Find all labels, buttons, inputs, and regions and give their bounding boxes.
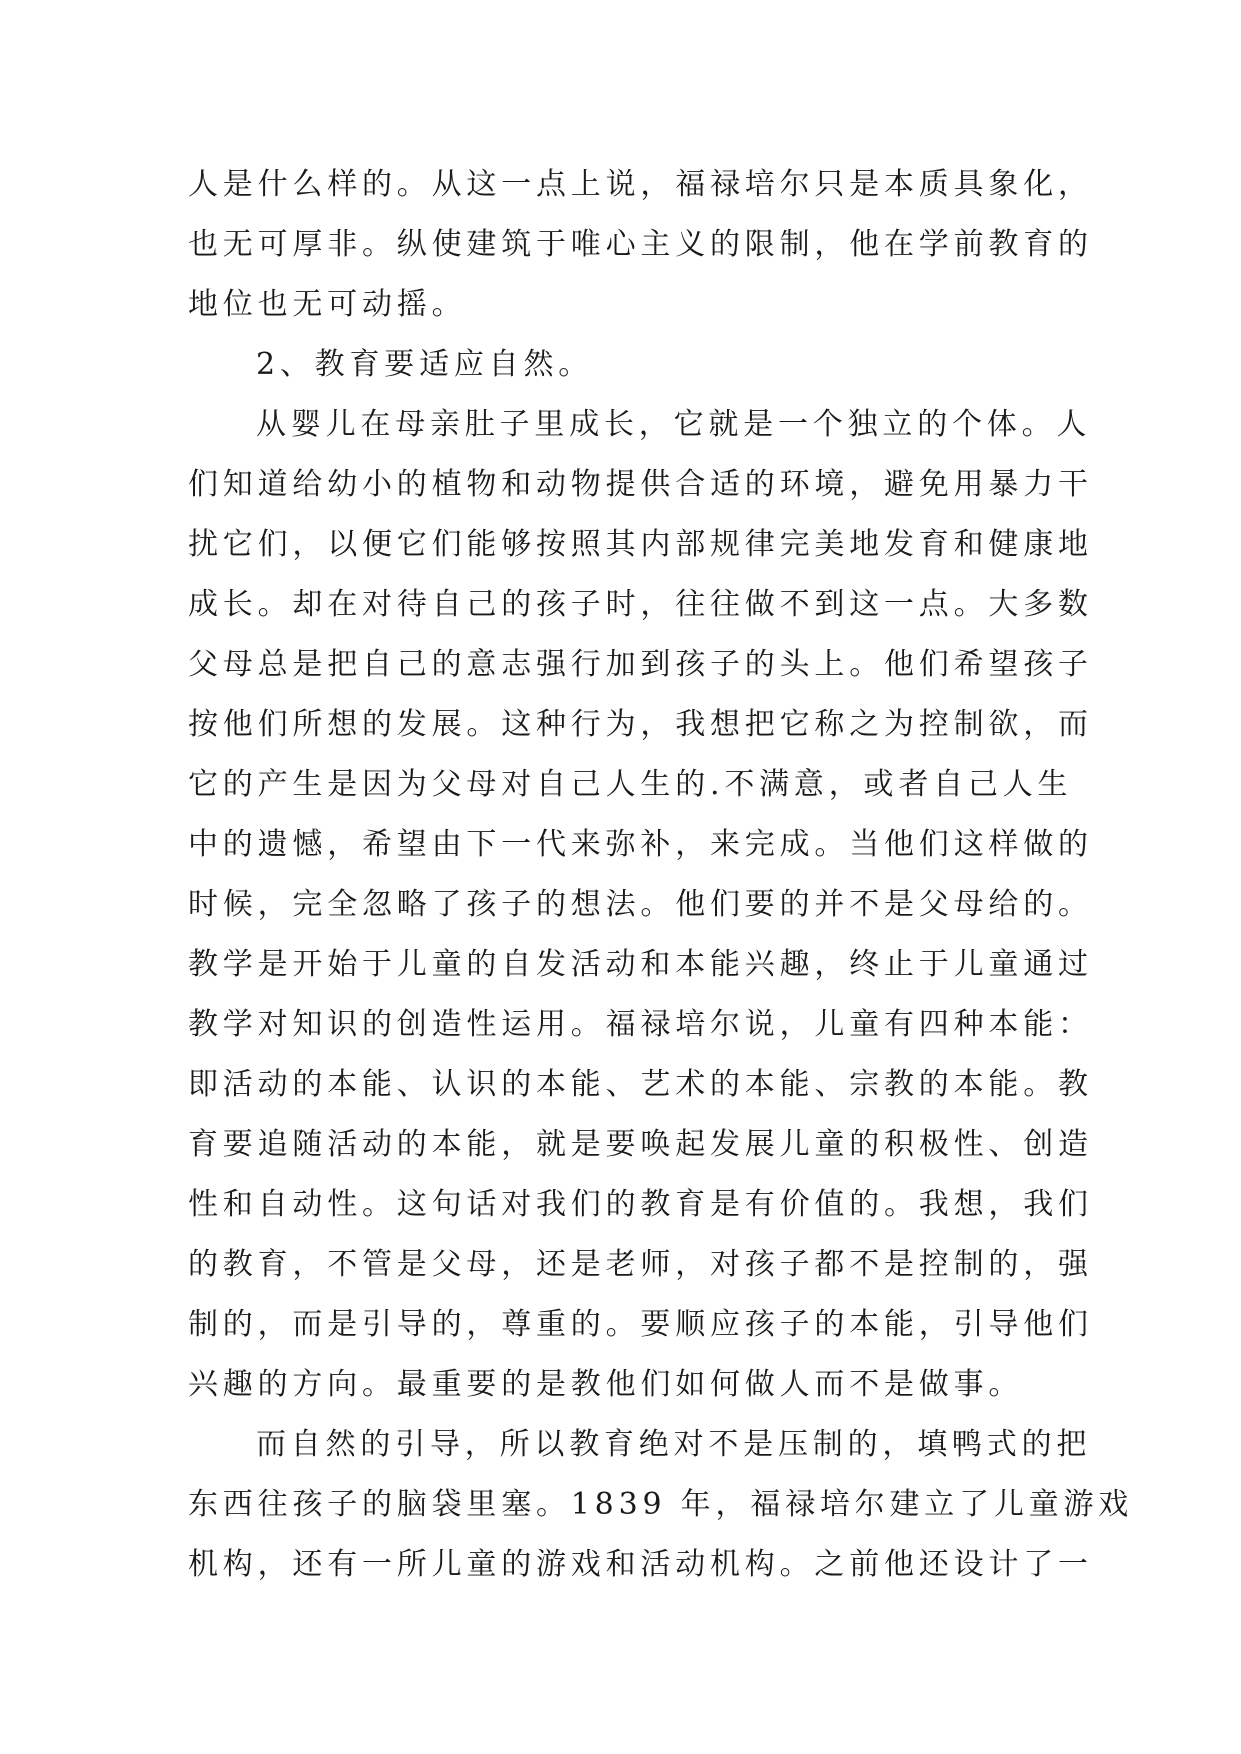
text-line: 也无可厚非。纵使建筑于唯心主义的限制，他在学前教育的: [188, 227, 1093, 262]
text-line: 按他们所想的发展。这种行为，我想把它称之为控制欲，而: [188, 707, 1093, 742]
text-line: 2、教育要适应自然。: [256, 347, 594, 382]
text-line: 们知道给幼小的植物和动物提供合适的环境，避免用暴力干: [188, 467, 1093, 502]
document-body: [188, 155, 1134, 1595]
text-line: 从婴儿在母亲肚子里成长，它就是一个独立的个体。人: [256, 407, 1092, 442]
text-line: 它的产生是因为父母对自己人生的.不满意，或者自己人生: [188, 767, 1073, 802]
text-line: 而自然的引导，所以教育绝对不是压制的，填鸭式的把: [256, 1427, 1092, 1462]
text-line: 的教育，不管是父母，还是老师，对孩子都不是控制的，强: [188, 1247, 1093, 1282]
text-line: 扰它们，以便它们能够按照其内部规律完美地发育和健康地: [188, 527, 1093, 562]
text-line: 人是什么样的。从这一点上说，福禄培尔只是本质具象化，: [188, 167, 1093, 202]
text-line: 制的，而是引导的，尊重的。要顺应孩子的本能，引导他们: [188, 1307, 1093, 1342]
text-line: 成长。却在对待自己的孩子时，往往做不到这一点。大多数: [188, 587, 1093, 622]
text-line: 兴趣的方向。最重要的是教他们如何做人而不是做事。: [188, 1367, 1024, 1402]
text-line: 机构，还有一所儿童的游戏和活动机构。之前他还设计了一: [188, 1547, 1093, 1582]
text-line: 育要追随活动的本能，就是要唤起发展儿童的积极性、创造: [188, 1127, 1093, 1162]
text-line: 父母总是把自己的意志强行加到孩子的头上。他们希望孩子: [188, 647, 1093, 682]
text-line: 中的遗憾，希望由下一代来弥补，来完成。当他们这样做的: [188, 827, 1093, 862]
text-line: 地位也无可动摇。: [188, 287, 467, 322]
text-line: 性和自动性。这句话对我们的教育是有价值的。我想，我们: [188, 1187, 1093, 1222]
text-line: 教学对知识的创造性运用。福禄培尔说，儿童有四种本能：: [188, 1007, 1093, 1042]
text-line: 时候，完全忽略了孩子的想法。他们要的并不是父母给的。: [188, 887, 1093, 922]
text-line: 东西往孩子的脑袋里塞。1839 年，福禄培尔建立了儿童游戏: [188, 1487, 1134, 1522]
text-line: 即活动的本能、认识的本能、艺术的本能、宗教的本能。教: [188, 1067, 1093, 1102]
text-line: 教学是开始于儿童的自发活动和本能兴趣，终止于儿童通过: [188, 947, 1093, 982]
